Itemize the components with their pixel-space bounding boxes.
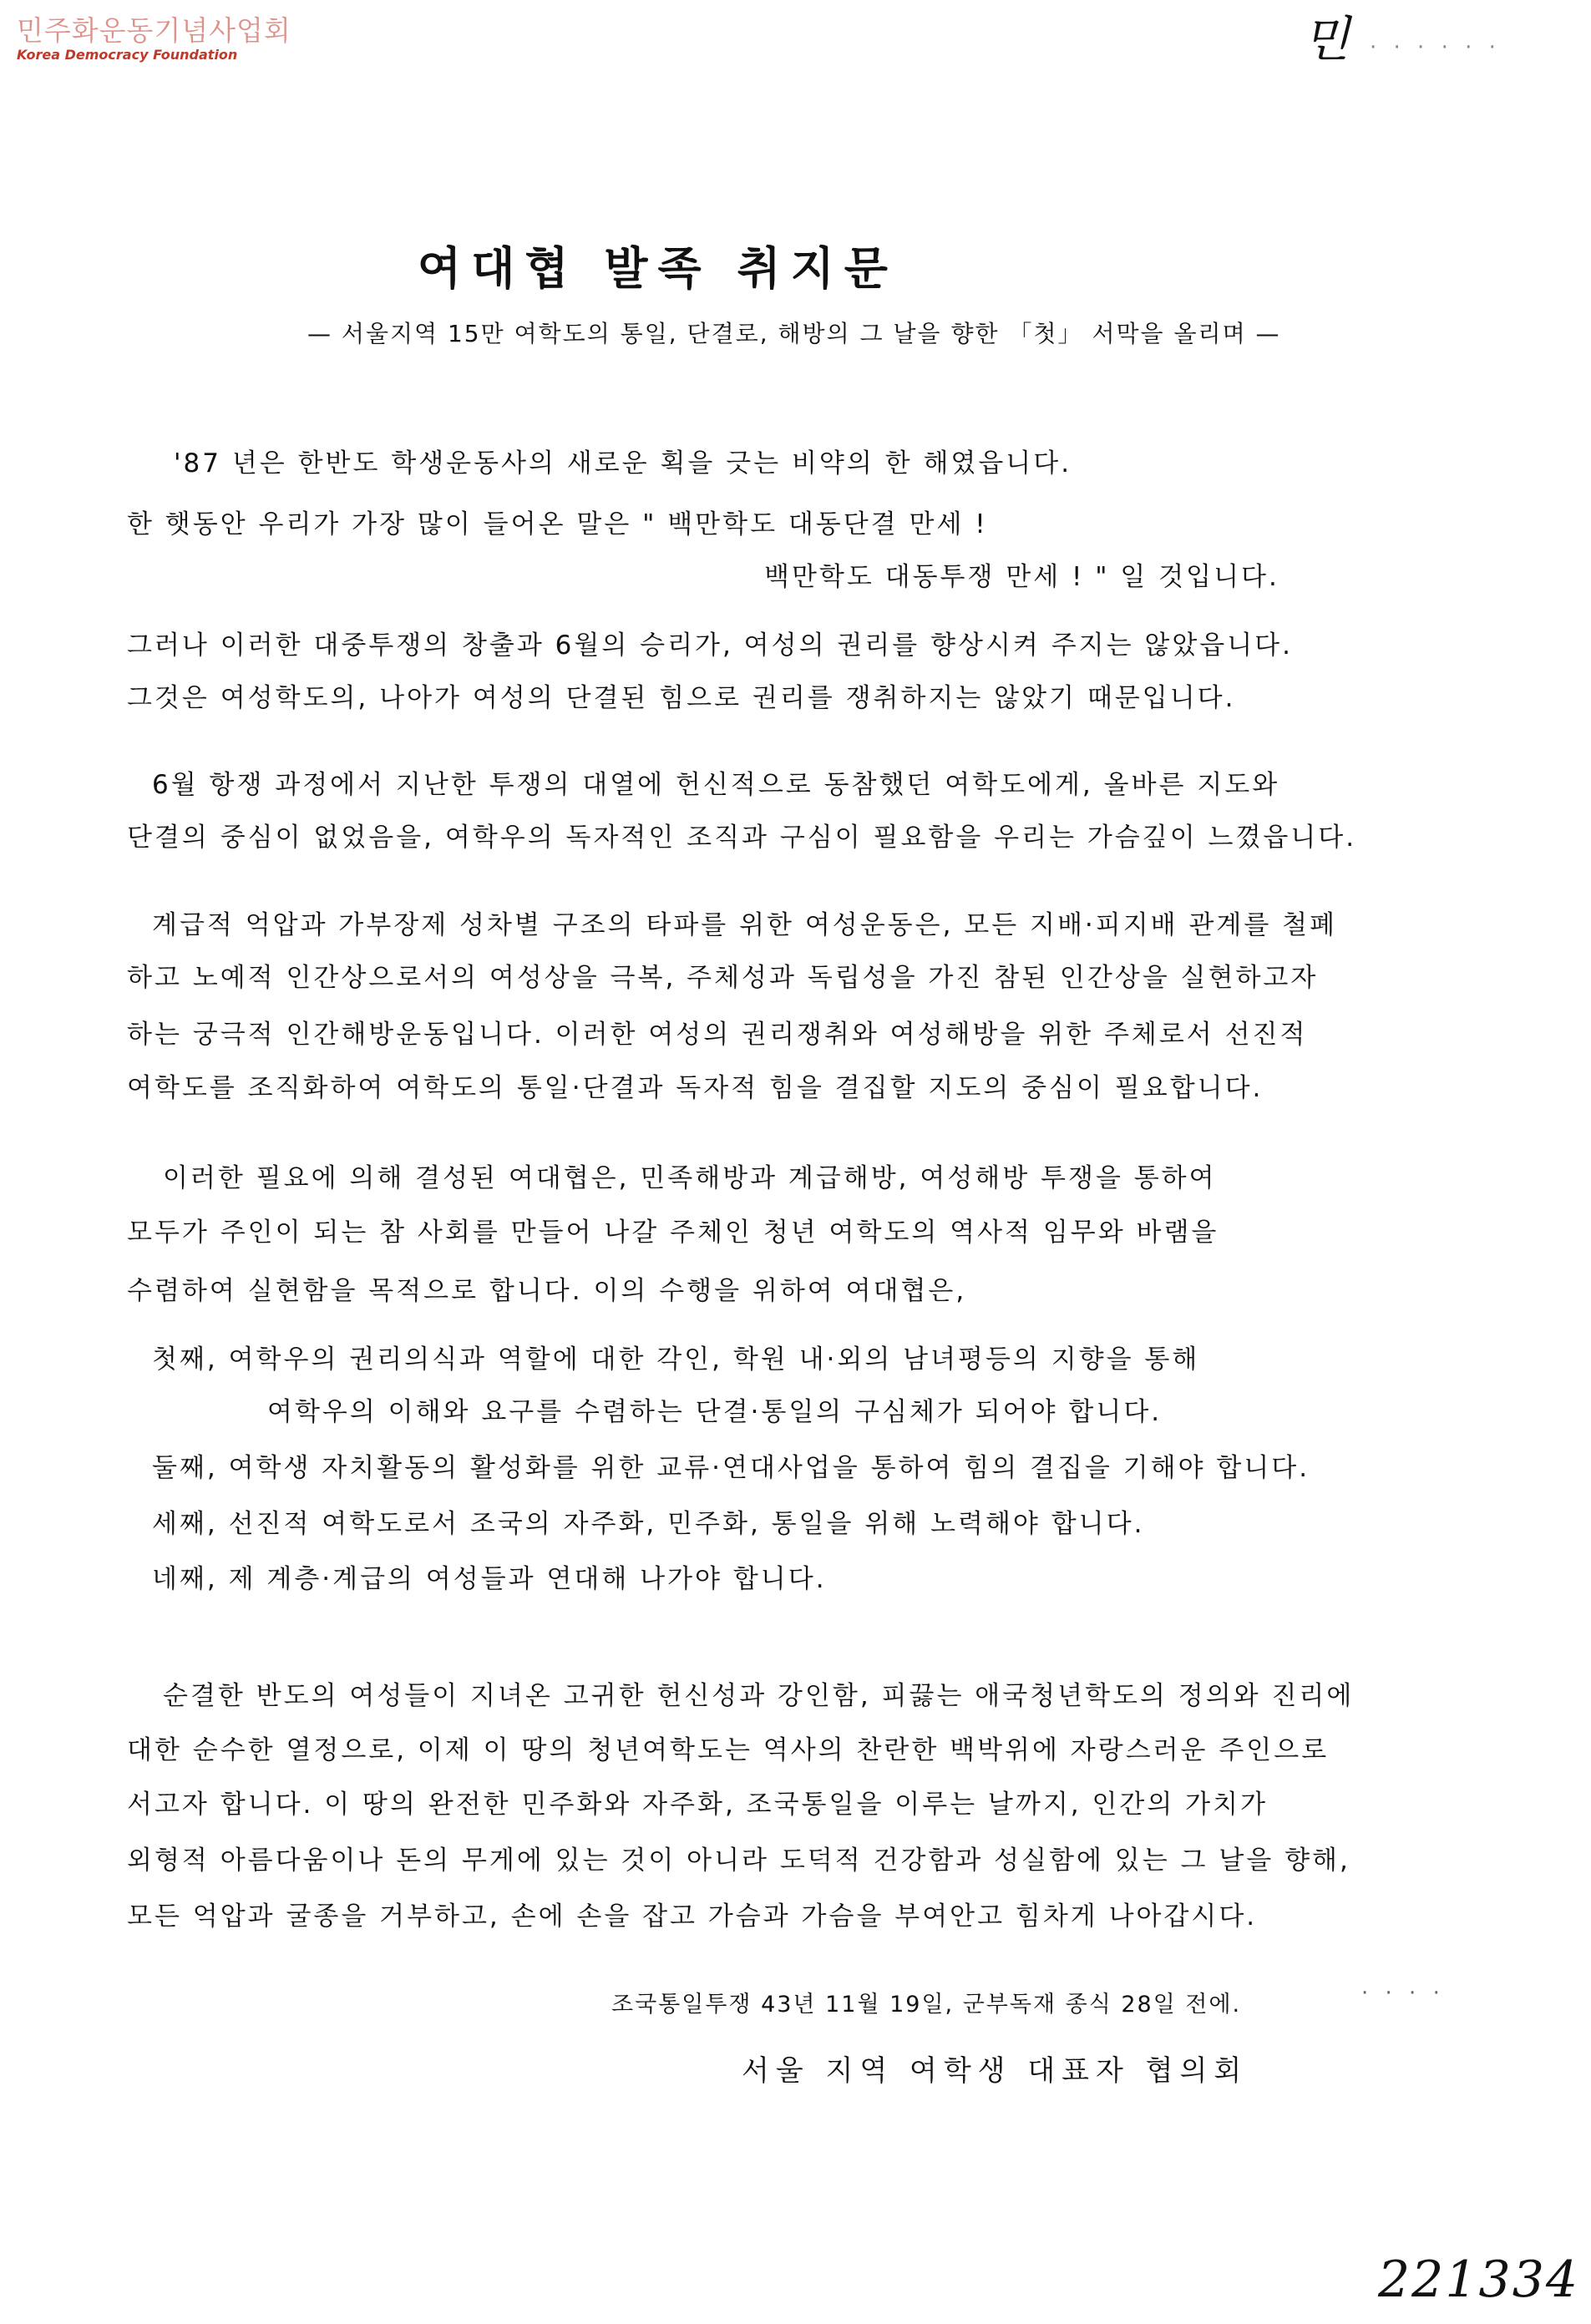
list-item: 네째, 제 계층·계급의 여성들과 연대해 나가야 합니다. <box>152 1564 827 1594</box>
body-line: 그러나 이러한 대중투쟁의 창출과 6월의 승리가, 여성의 권리를 향상시켜 주지는 않았읍니다. <box>127 630 1293 661</box>
document-subtitle: — 서울지역 15만 여학도의 통일, 단결로, 해방의 그 날을 향한 「첫」 서막을 올리며 — <box>307 320 1281 347</box>
list-item: 둘째, 여학생 자치활동의 활성화를 위한 교류·연대사업을 통하여 힘의 결집을 기해야 합니다. <box>152 1453 1310 1483</box>
watermark-korean: 민주화운동기념사업회 <box>17 14 291 47</box>
document-number: 221334 <box>1378 2251 1580 2309</box>
body-line: 6월 항쟁 과정에서 지난한 투쟁의 대열에 헌신적으로 동참했던 여학도에게, 올바른 지도와 <box>152 770 1280 800</box>
signature-dots: · · · · <box>1361 1981 1445 2006</box>
list-item: 첫째, 여학우의 권리의식과 역할에 대한 각인, 학원 내·외의 남녀평등의 지향을 통해 <box>152 1344 1200 1375</box>
list-item: 여학우의 이해와 요구를 수렴하는 단결·통일의 구심체가 되어야 합니다. <box>267 1397 1163 1427</box>
body-line: 한 햇동안 우리가 가장 많이 들어온 말은 " 백만학도 대동단결 만세 ! <box>127 509 988 539</box>
handwritten-corner-mark: 민 <box>1303 11 1350 68</box>
body-line: '87 년은 한반도 학생운동사의 새로운 획을 긋는 비약의 한 해였읍니다. <box>174 448 1072 478</box>
body-line: 계급적 억압과 가부장제 성차별 구조의 타파를 위한 여성운동은, 모든 지배·피지배 관계를 철폐 <box>152 910 1338 940</box>
body-line: 하는 궁극적 인간해방운동입니다. 이러한 여성의 권리쟁취와 여성해방을 위한 주체로서 선진적 <box>127 1020 1308 1050</box>
body-line: 모두가 주인이 되는 참 사회를 만들어 나갈 주체인 청년 여학도의 역사적 임무와 바램을 <box>127 1218 1219 1248</box>
body-line: 대한 순수한 열정으로, 이제 이 땅의 청년여학도는 역사의 찬란한 백박위에 자랑스러운 주인으로 <box>127 1735 1330 1765</box>
body-line: 이러한 필요에 의해 결성된 여대협은, 민족해방과 계급해방, 여성해방 투쟁을 통하여 <box>163 1163 1217 1193</box>
body-line: 그것은 여성학도의, 나아가 여성의 단결된 힘으로 권리를 쟁취하지는 않았기 때문입니다. <box>127 683 1236 713</box>
watermark-logo <box>17 14 291 63</box>
watermark-english: Korea Democracy Foundation <box>17 47 238 63</box>
list-item: 세째, 선진적 여학도로서 조국의 자주화, 민주화, 통일을 위해 노력해야 합니다. <box>152 1509 1145 1539</box>
body-line: 여학도를 조직화하여 여학도의 통일·단결과 독자적 힘을 결집할 지도의 중심이 필요합니다. <box>127 1073 1264 1103</box>
body-line: 백만학도 대동투쟁 만세 ! " 일 것입니다. <box>764 562 1279 592</box>
body-line: 하고 노예적 인간상으로서의 여성상을 극복, 주체성과 독립성을 가진 참된 인간상을 실현하고자 <box>127 963 1319 993</box>
body-line: 순결한 반도의 여성들이 지녀온 고귀한 헌신성과 강인함, 피끓는 애국청년학도의 정의와 진리에 <box>163 1681 1355 1711</box>
document-title: 여대협 발족 취지문 <box>418 242 898 295</box>
body-line: 수렴하여 실현함을 목적으로 합니다. 이의 수행을 위하여 여대협은, <box>127 1276 967 1306</box>
body-line: 단결의 중심이 없었음을, 여학우의 독자적인 조직과 구심이 필요함을 우리는 가슴깊이 느꼈읍니다. <box>127 823 1357 853</box>
body-line: 외형적 아름다움이나 돈의 무게에 있는 것이 아니라 도덕적 건강함과 성실함에 있는 그 날을 향해, <box>127 1846 1350 1876</box>
signature-organization: 서울 지역 여학생 대표자 협의회 <box>742 2054 1249 2088</box>
body-line: 서고자 합니다. 이 땅의 완전한 민주화와 자주화, 조국통일을 이루는 날까지, 인간의 가치가 <box>127 1790 1269 1820</box>
signature-date: 조국통일투쟁 43년 11월 19일, 군부독재 종식 28일 전에. <box>611 1992 1242 2018</box>
corner-dots: · · · · · · <box>1370 35 1501 60</box>
body-line: 모든 억압과 굴종을 거부하고, 손에 손을 잡고 가슴과 가슴을 부여안고 힘차게 나아갑시다. <box>127 1901 1258 1932</box>
